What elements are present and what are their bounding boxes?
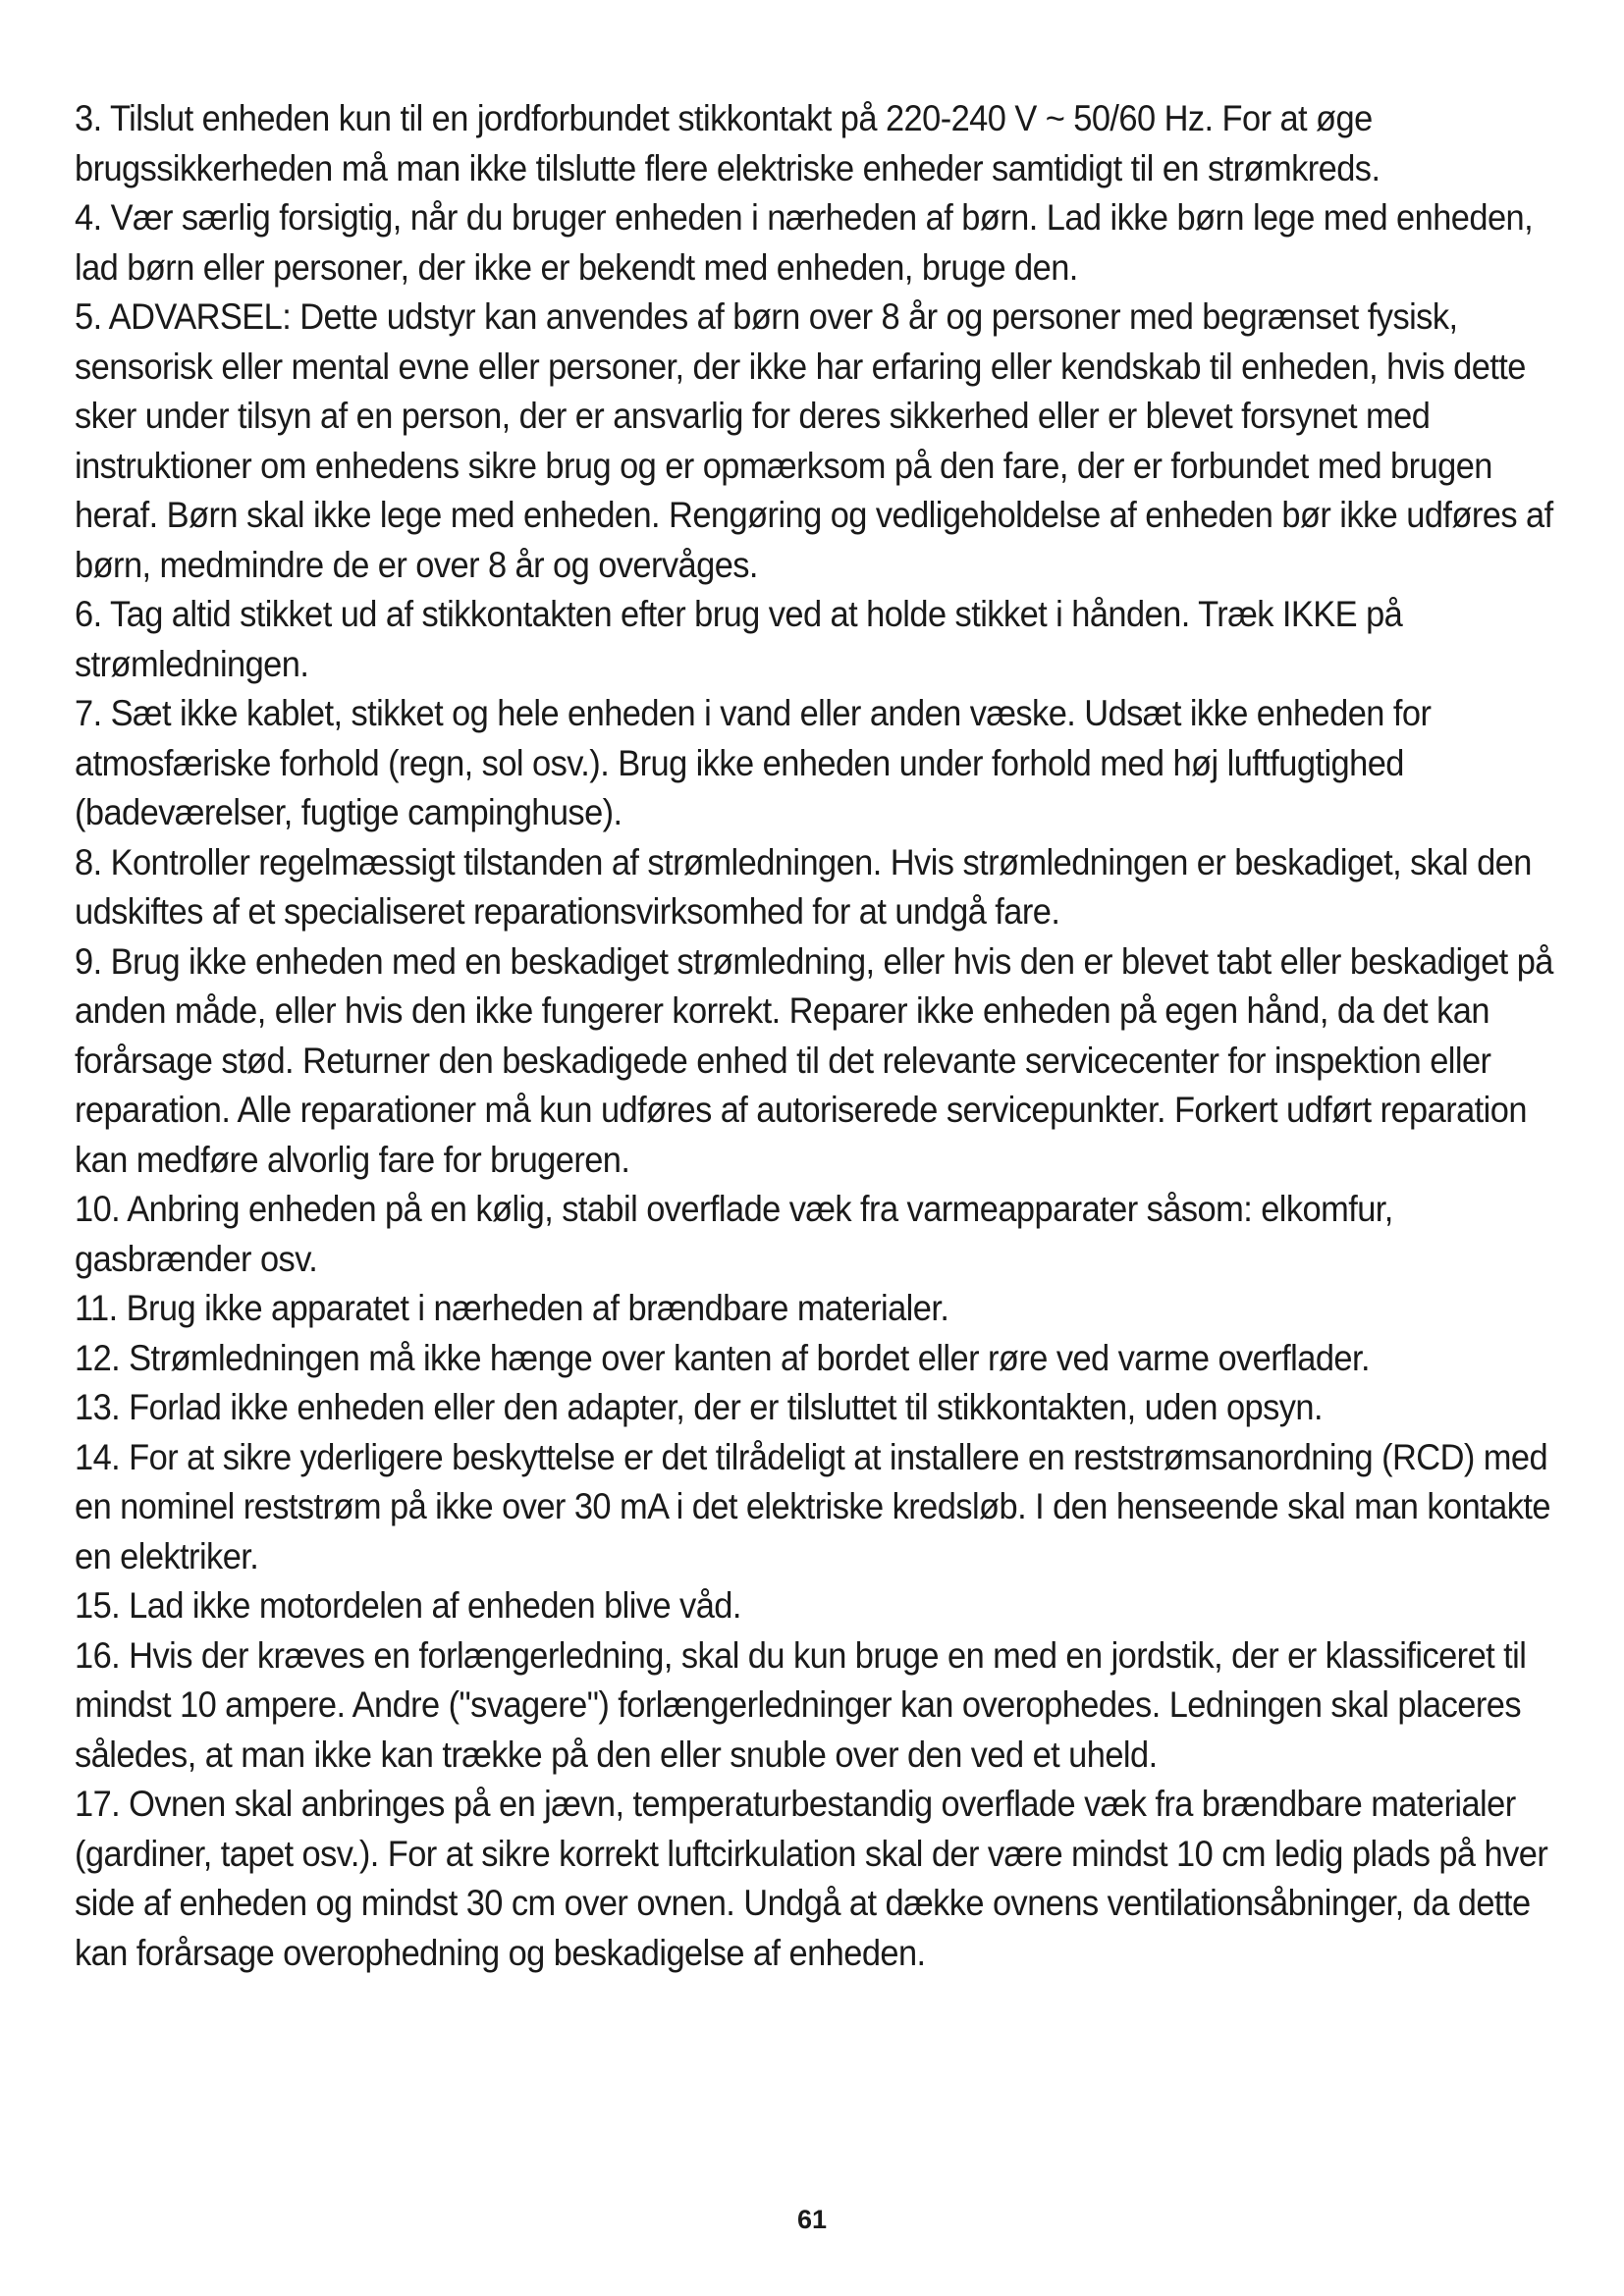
page-number: 61	[796, 2205, 828, 2234]
instruction-item-4: 4. Vær særlig forsigtig, når du bruger enheden i nærheden af børn. Lad ikke børn lege med enheden, lad børn eller personer, der ikke er bekendt med enheden, bruge den.	[75, 197, 1534, 288]
instruction-item-10: 10. Anbring enheden på en kølig, stabil overflade væk fra varmeapparater såsom: elkomfur, gasbrænder osv.	[75, 1189, 1393, 1279]
instruction-item-14: 14. For at sikre yderligere beskyttelse er det tilrådeligt at installere en reststrømsanordning (RCD) med en nominel reststrøm på ikke over 30 mA i det elektriske kredsløb. I den henseende skal man kontakte en elektriker.	[75, 1436, 1550, 1576]
instruction-item-7: 7. Sæt ikke kablet, stikket og hele enheden i vand eller anden væske. Udsæt ikke enheden for atmosfæriske forhold (regn, sol osv.). Brug ikke enheden under forhold med høj luftfugtighed (badeværelser, fugtige campinghuse).	[75, 693, 1432, 832]
instruction-item-6: 6. Tag altid stikket ud af stikkontakten efter brug ved at holde stikket i hånden. Træk IKKE på strømledningen.	[75, 594, 1403, 684]
instruction-item-11: 11. Brug ikke apparatet i nærheden af brændbare materialer.	[75, 1288, 949, 1328]
instructions-body	[75, 94, 1557, 1978]
instruction-item-17: 17. Ovnen skal anbringes på en jævn, temperaturbestandig overflade væk fra brændbare materialer (gardiner, tapet osv.). For at sikre korrekt luftcirkulation skal der være mindst 10 cm ledig plads på hver side af enheden og mindst 30 cm over ovnen. Undgå at dække ovnens ventilationsåbninger, da dette kan forårsage overophedning og beskadigelse af enheden.	[75, 1784, 1548, 1973]
instruction-item-12: 12. Strømledningen må ikke hænge over kanten af bordet eller røre ved varme overflader.	[75, 1337, 1370, 1378]
instruction-item-3: 3. Tilslut enheden kun til en jordforbundet stikkontakt på 220-240 V ~ 50/60 Hz. For at øge brugssikkerheden må man ikke tilslutte flere elektriske enheder samtidigt til en strømkreds.	[75, 98, 1380, 188]
instruction-item-9: 9. Brug ikke enheden med en beskadiget strømledning, eller hvis den er blevet tabt eller beskadiget på anden måde, eller hvis den ikke fungerer korrekt. Reparer ikke enheden på egen hånd, da det kan forårsage stød. Returner den beskadigede enhed til det relevante servicecenter for inspektion eller reparation. Alle reparationer må kun udføres af autoriserede servicepunkter. Forkert udført reparation kan medføre alvorlig fare for brugeren.	[75, 940, 1553, 1180]
instruction-item-16: 16. Hvis der kræves en forlængerledning, skal du kun bruge en med en jordstik, der er klassificeret til mindst 10 ampere. Andre ("svagere") forlængerledninger kan overophedes. Ledningen skal placeres således, at man ikke kan trække på den eller snuble over den ved et uheld.	[75, 1634, 1527, 1775]
instruction-item-5: 5. ADVARSEL: Dette udstyr kan anvendes af børn over 8 år og personer med begrænset fysisk, sensorisk eller mental evne eller personer, der ikke har erfaring eller kendskab til enheden, hvis dette sker under tilsyn af en person, der er ansvarlig for deres sikkerhed eller er blevet forsynet med instruktioner om enhedens sikre brug og er opmærksom på den fare, der er forbundet med brugen heraf. Børn skal ikke lege med enheden. Rengøring og vedligeholdelse af enheden bør ikke udføres af børn, medmindre de er over 8 år og overvåges.	[75, 296, 1553, 585]
instruction-item-13: 13. Forlad ikke enheden eller den adapter, der er tilsluttet til stikkontakten, uden opsyn.	[75, 1387, 1323, 1427]
instruction-item-8: 8. Kontroller regelmæssigt tilstanden af strømledningen. Hvis strømledningen er beskadiget, skal den udskiftes af et specialiseret reparationsvirksomhed for at undgå fare.	[75, 841, 1532, 932]
instruction-item-15: 15. Lad ikke motordelen af enheden blive våd.	[75, 1585, 741, 1626]
